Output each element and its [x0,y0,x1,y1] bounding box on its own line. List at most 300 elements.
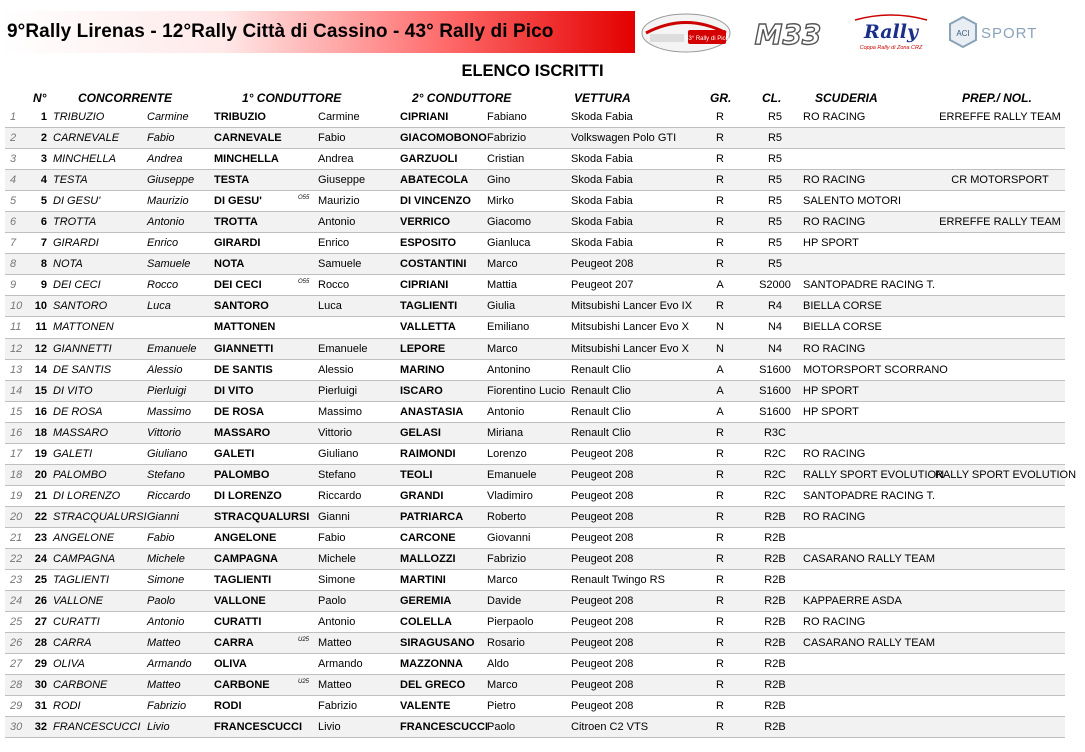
team: RO RACING [803,616,866,629]
entrant-name: Fabrizio [147,700,187,713]
first-driver-name: Maurizio [318,195,360,208]
first-driver-name: Alessio [318,363,354,376]
row-index: 16 [10,426,23,439]
second-driver-surname: GEREMIA [400,595,452,608]
row-index: 25 [10,616,23,629]
group: R [716,637,724,650]
entrant-surname: OLIVA [53,658,85,671]
table-row [5,654,1065,675]
row-index: 28 [10,679,23,692]
class: R2B [764,721,786,734]
second-driver-name: Marco [487,679,518,692]
entrant-name: Antonio [147,216,185,229]
group: R [716,595,724,608]
svg-text:SPORT: SPORT [981,25,1038,42]
first-driver-name: Antonio [318,616,356,629]
car-number: 29 [34,658,47,671]
row-index: 8 [10,258,17,271]
team: RALLY SPORT EVOLUTION [803,468,945,481]
class: R2B [764,658,786,671]
first-driver-tag: O55 [298,195,310,202]
second-driver-name: Giovanni [487,531,531,544]
car-number: 16 [34,405,47,418]
team: BIELLA CORSE [803,321,882,334]
group: A [716,405,724,418]
team: SANTOPADRE RACING T. [803,279,936,292]
svg-text:Rally: Rally [863,21,919,43]
row-index: 5 [10,195,17,208]
class: R4 [767,300,783,313]
entrant-name: Simone [147,574,185,587]
table-row [5,107,1065,128]
row-index: 6 [10,216,17,229]
svg-text:M33: M33 [754,18,822,48]
team: BIELLA CORSE [803,300,882,313]
car-model: Peugeot 208 [571,552,634,565]
group: A [716,363,724,376]
car-model: Mitsubishi Lancer Evo X [571,342,689,355]
second-driver-surname: MARINO [400,363,445,376]
second-driver-name: Marco [487,342,518,355]
entrant-name: Matteo [147,637,181,650]
table-row [5,528,1065,549]
table-row [5,591,1065,612]
entrant-surname: DE SANTIS [53,363,112,376]
entrant-surname: TAGLIENTI [53,574,110,587]
column-header-concorrente: CONCORRENTE [78,91,173,105]
car-model: Skoda Fabia [571,111,633,123]
entrant-surname: MINCHELLA [53,153,116,166]
team: SANTOPADRE RACING T. [803,489,936,502]
class: R2C [763,468,786,481]
table-row [5,360,1065,381]
car-number: 31 [34,700,47,713]
car-number: 9 [40,279,47,292]
class: S1600 [759,405,791,418]
entrant-surname: GIANNETTI [53,342,112,355]
first-driver-name: Antonio [318,216,356,229]
table-row [5,465,1077,486]
preparer: CR MOTORSPORT [951,174,1049,187]
table-row [5,128,1065,149]
group: R [716,153,724,166]
entrant-name: Fabio [147,531,175,544]
table-row [5,486,1065,507]
car-model: Renault Clio [571,405,631,418]
m33-logo [742,18,834,48]
team: CASARANO RALLY TEAM [803,552,936,565]
entrant-surname: CARBONE [53,679,108,692]
class: S1600 [759,384,791,397]
entrant-surname: NOTA [53,258,83,271]
second-driver-name: Gianluca [487,237,531,250]
column-header-num: N° [33,91,47,105]
entrant-surname: FRANCESCUCCI [53,721,141,734]
table-row [5,254,1065,275]
second-driver-surname: VERRICO [400,216,451,229]
group: N [716,321,724,334]
first-driver-surname: DEI CECI [214,279,262,292]
entrant-name: Emanuele [147,342,197,355]
entrant-name: Andrea [147,153,183,166]
first-driver-surname: TESTA [214,174,250,187]
column-header-gruppo: GR. [710,91,732,105]
table-row [5,317,1065,338]
row-index: 27 [10,658,23,671]
car-number: 7 [40,237,47,250]
team: RO RACING [803,174,866,187]
entrant-surname: MATTONEN [53,321,114,334]
second-driver-name: Rosario [487,637,525,650]
class: R2B [764,510,786,523]
team: HP SPORT [803,237,859,250]
row-index: 9 [10,279,17,292]
first-driver-surname: STRACQUALURSI [214,510,310,523]
group: A [716,279,724,292]
class: R2B [764,531,786,544]
column-header-classe: CL. [762,91,782,105]
entrant-surname: RODI [53,700,81,713]
second-driver-name: Fabrizio [487,552,527,565]
entrant-name: Enrico [147,237,179,250]
class: R2B [764,574,786,587]
row-index: 26 [10,637,23,650]
row-index: 30 [10,721,23,734]
row-index: 22 [10,552,23,565]
first-driver-name: Fabrizio [318,700,358,713]
first-driver-name: Simone [318,574,356,587]
group: R [716,489,724,502]
second-driver-name: Cristian [487,153,525,166]
class: R2C [763,447,786,460]
table-row [5,296,1065,317]
car-number: 32 [34,721,47,734]
first-driver-name: Gianni [318,510,350,523]
entrant-surname: CAMPAGNA [53,552,116,565]
column-header-second-driver: 2° CONDUTTORE [412,91,512,105]
group: R [716,552,724,565]
second-driver-name: Fabiano [487,111,527,123]
car-number: 30 [34,679,47,692]
first-driver-surname: CARNEVALE [214,132,282,145]
class: R3C [763,426,786,439]
group: N [716,342,724,355]
class: N4 [767,342,783,355]
second-driver-name: Marco [487,258,518,271]
second-driver-name: Mirko [487,195,514,208]
row-index: 4 [10,174,17,187]
second-driver-name: Davide [487,595,522,608]
first-driver-surname: CARBONE [214,679,270,692]
table-row [5,675,1065,696]
entrant-surname: MASSARO [53,426,109,439]
row-index: 29 [10,700,23,713]
car-model: Peugeot 208 [571,258,634,271]
first-driver-name: Rocco [318,279,350,292]
entrant-surname: CARNEVALE [53,132,120,145]
group: R [716,111,724,123]
class: R5 [767,111,783,123]
entrant-name: Carmine [147,111,189,123]
entrant-surname: PALOMBO [53,468,107,481]
row-index: 15 [10,405,23,418]
entrant-name: Michele [147,552,185,565]
table-row [5,233,1065,254]
second-driver-surname: LEPORE [400,342,446,355]
entrant-surname: VALLONE [53,595,104,608]
group: R [716,721,724,734]
first-driver-surname: DI GESU' [214,195,262,208]
row-index: 10 [10,300,23,313]
second-driver-surname: CARCONE [400,531,456,544]
first-driver-surname: PALOMBO [214,468,270,481]
entrant-surname: ANGELONE [53,531,115,544]
team: RO RACING [803,111,866,123]
car-model: Peugeot 207 [571,279,634,292]
car-number: 3 [40,153,47,166]
group: R [716,132,724,145]
group: R [716,174,724,187]
team: SALENTO MOTORI [803,195,902,208]
table-row [5,170,1065,191]
group: R [716,195,724,208]
car-number: 5 [40,195,47,208]
row-index: 11 [10,321,22,334]
second-driver-surname: ABATECOLA [400,174,469,187]
car-number: 20 [34,468,47,481]
first-driver-surname: FRANCESCUCCI [214,721,302,734]
first-driver-surname: SANTORO [214,300,269,313]
team: RO RACING [803,216,866,229]
first-driver-surname: NOTA [214,258,245,271]
entrant-surname: DI LORENZO [53,489,121,502]
first-driver-name: Carmine [318,111,360,123]
table-row [5,212,1065,233]
second-driver-surname: FRANCESCUCCI [400,721,488,734]
second-driver-name: Fabrizio [487,132,527,145]
second-driver-surname: ANASTASIA [400,405,464,418]
car-number: 21 [34,489,47,502]
table-row [5,717,1065,738]
car-number: 10 [34,300,47,313]
table-row [5,149,1065,170]
car-model: Renault Twingo RS [571,574,665,587]
first-driver-surname: TRIBUZIO [214,111,266,123]
table-row [5,507,1065,528]
second-driver-surname: SIRAGUSANO [400,637,475,650]
entrant-name: Riccardo [147,489,191,502]
row-index: 20 [10,510,23,523]
group: R [716,258,724,271]
entrant-surname: DI VITO [53,384,93,397]
second-driver-surname: VALLETTA [400,321,456,334]
first-driver-surname: TAGLIENTI [214,574,272,587]
row-index: 21 [10,531,23,544]
second-driver-name: Giacomo [487,216,532,229]
second-driver-surname: MALLOZZI [400,552,456,565]
entrant-surname: GALETI [53,447,93,460]
car-model: Peugeot 208 [571,447,634,460]
second-driver-name: Giulia [487,300,516,313]
first-driver-name: Andrea [318,153,354,166]
table-row [5,423,1065,444]
first-driver-surname: DE ROSA [214,405,265,418]
class: S2000 [759,279,791,292]
car-model: Skoda Fabia [571,174,633,187]
second-driver-surname: DEL GRECO [400,679,466,692]
row-index: 3 [10,153,17,166]
first-driver-surname: TROTTA [214,216,258,229]
entrant-name: Fabio [147,132,175,145]
table-row [5,275,1065,296]
class: R2B [764,700,786,713]
entrant-name: Maurizio [147,195,189,208]
first-driver-name: Michele [318,552,356,565]
table-row [5,570,1065,591]
first-driver-surname: VALLONE [214,595,266,608]
second-driver-name: Roberto [487,510,527,523]
car-model: Renault Clio [571,363,631,376]
entrant-name: Armando [147,658,192,671]
car-model: Peugeot 208 [571,658,634,671]
first-driver-name: Massimo [318,405,363,418]
first-driver-name: Enrico [318,237,350,250]
first-driver-surname: CAMPAGNA [214,552,278,565]
first-driver-tag: U25 [298,637,310,644]
first-driver-name: Giuseppe [318,174,366,187]
table-row [5,549,1065,570]
table-row [5,612,1065,633]
entrant-surname: STRACQUALURSI [53,510,147,523]
first-driver-surname: CARRA [214,637,254,650]
row-index: 12 [10,342,23,355]
team: HP SPORT [803,405,859,418]
column-header-scuderia: SCUDERIA [815,91,878,105]
first-driver-surname: MASSARO [214,426,271,439]
table-row [5,444,1065,465]
car-number: 18 [34,426,47,439]
car-number: 27 [34,616,47,629]
rally-pico-logo [640,12,732,54]
entry-list [5,107,1077,738]
group: R [716,468,724,481]
class: R5 [767,237,783,250]
car-number: 8 [40,258,47,271]
group: R [716,510,724,523]
page-title: 9°Rally Lirenas - 12°Rally Città di Cassino - 43° Rally di Pico [7,21,554,42]
entrant-surname: SANTORO [53,300,108,313]
first-driver-name: Armando [318,658,363,671]
car-number: 14 [34,363,47,376]
car-model: Renault Clio [571,426,631,439]
car-model: Peugeot 208 [571,531,634,544]
team: KAPPAERRE ASDA [803,595,902,608]
car-number: 6 [40,216,47,229]
entrant-name: Rocco [147,279,179,292]
team: RO RACING [803,342,866,355]
row-index: 19 [10,489,23,502]
first-driver-surname: RODI [214,700,242,713]
first-driver-name: Luca [318,300,342,313]
class: R2C [763,489,786,502]
row-index: 24 [10,595,23,608]
car-model: Skoda Fabia [571,216,633,229]
preparer: ERREFFE RALLY TEAM [939,111,1061,123]
entrant-surname: GIRARDI [53,237,99,250]
first-driver-name: Fabio [318,132,346,145]
car-model: Peugeot 208 [571,700,634,713]
first-driver-name: Pierluigi [318,384,358,397]
car-number: 15 [34,384,47,397]
svg-text:ACI: ACI [956,29,970,38]
car-number: 26 [34,595,47,608]
group: R [716,447,724,460]
team: CASARANO RALLY TEAM [803,637,936,650]
class: R2B [764,616,786,629]
first-driver-surname: DE SANTIS [214,363,273,376]
entrant-surname: TRIBUZIO [53,111,105,123]
row-index: 1 [10,111,17,123]
second-driver-surname: PATRIARCA [400,510,464,523]
car-model: Volkswagen Polo GTI [571,132,677,145]
car-model: Skoda Fabia [571,153,633,166]
second-driver-name: Pierpaolo [487,616,534,629]
team: RO RACING [803,447,866,460]
second-driver-surname: ISCARO [400,384,443,397]
class: R5 [767,216,783,229]
second-driver-surname: COSTANTINI [400,258,467,271]
first-driver-surname: DI LORENZO [214,489,282,502]
entrant-surname: CURATTI [53,616,100,629]
class: N4 [767,321,783,334]
first-driver-surname: MINCHELLA [214,153,279,166]
group: R [716,216,724,229]
first-driver-surname: ANGELONE [214,531,277,544]
class: R2B [764,552,786,565]
entrant-surname: CARRA [53,637,92,650]
first-driver-surname: CURATTI [214,616,262,629]
aci-sport-logo [945,12,1053,54]
first-driver-surname: OLIVA [214,658,247,671]
second-driver-name: Lorenzo [487,447,527,460]
class: S1600 [759,363,791,376]
entrant-name: Samuele [147,258,191,271]
entrant-name: Alessio [147,363,183,376]
table-row [5,633,1065,654]
second-driver-name: Emiliano [487,321,530,334]
column-header-prep: PREP./ NOL. [962,91,1032,105]
class: R5 [767,174,783,187]
second-driver-surname: TAGLIENTI [400,300,458,313]
car-number: 28 [34,637,47,650]
first-driver-tag: U25 [298,679,310,686]
car-model: Peugeot 208 [571,510,634,523]
class: R2B [764,637,786,650]
row-index: 7 [10,237,17,250]
second-driver-name: Antonino [487,363,531,376]
group: A [716,384,724,397]
first-driver-name: Samuele [318,258,362,271]
car-model: Peugeot 208 [571,595,634,608]
first-driver-name: Matteo [318,679,352,692]
car-model: Mitsubishi Lancer Evo X [571,321,689,334]
car-model: Citroen C2 VTS [571,721,649,734]
first-driver-name: Riccardo [318,489,362,502]
first-driver-tag: O55 [298,279,310,286]
class: R5 [767,132,783,145]
car-model: Skoda Fabia [571,237,633,250]
car-number: 2 [40,132,47,145]
